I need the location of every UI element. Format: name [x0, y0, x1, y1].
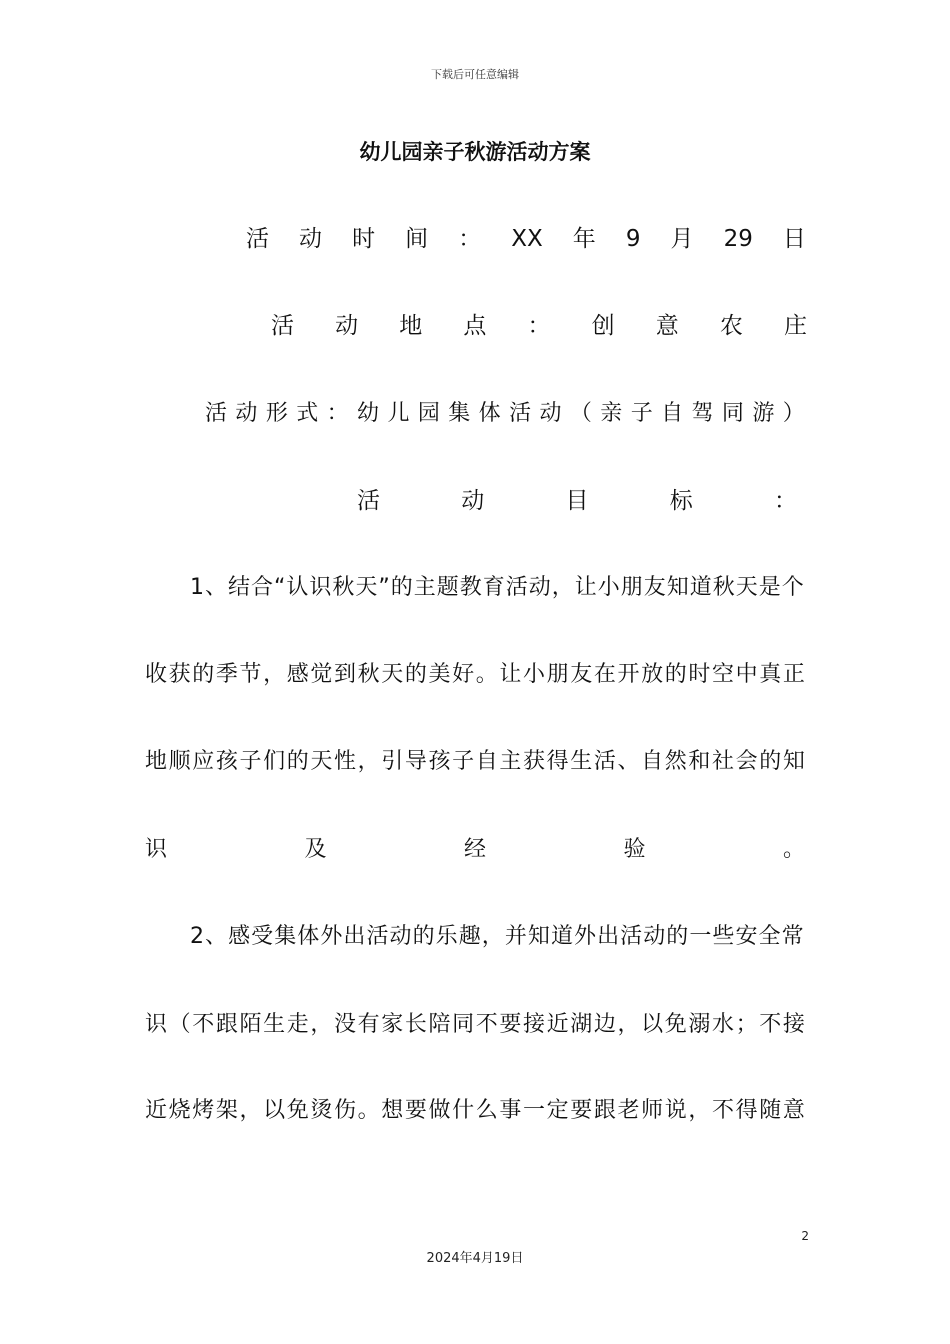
- activity-time: 活 动 时 间 ： XX 年 9 月 29 日: [246, 226, 806, 252]
- paragraph-line: 收 获 的 季 节 ， 感 觉 到 秋 天 的 美 好 。 让 小 朋 友 在 开 放 的 时 空 中 真 正: [145, 662, 805, 687]
- paragraph-line: 近 烧 烤 架 ， 以 免 烫 伤 。 想 要 做 什 么 事 一 定 要 跟 老 师 说 ， 不 得 随 意: [145, 1098, 805, 1123]
- activity-place: 活 动 地 点 ： 创 意 农 庄: [271, 313, 807, 339]
- activity-goal-heading: 活 动 目 标 ：: [357, 488, 797, 514]
- header-note: 下载后可任意编辑: [431, 68, 519, 81]
- footer-date: 2024年4月19日: [426, 1251, 524, 1266]
- paragraph-line: 1 、 结 合 “ 认 识 秋 天 ” 的 主 题 教 育 活 动 ， 让 小 朋 友 知 道 秋 天 是 个: [190, 575, 804, 600]
- activity-form: 活 动 形 式 ： 幼 儿 园 集 体 活 动 （ 亲 子 自 驾 同 游 ）: [205, 401, 805, 426]
- paragraph-line: 地 顺 应 孩 子 们 的 天 性 ， 引 导 孩 子 自 主 获 得 生 活 、 自 然 和 社 会 的 知: [145, 749, 805, 774]
- paragraph-line: 识 及 经 验 。: [145, 837, 805, 862]
- document-title: 幼儿园亲子秋游活动方案: [359, 140, 591, 164]
- page-number: 2: [801, 1229, 809, 1243]
- paragraph-line: 2 、 感 受 集 体 外 出 活 动 的 乐 趣 ， 并 知 道 外 出 活 动 的 一 些 安 全 常: [190, 924, 804, 949]
- paragraph-line: 识 （ 不 跟 陌 生 走 ， 没 有 家 长 陪 同 不 要 接 近 湖 边 ， 以 免 溺 水 ； 不 接: [145, 1012, 805, 1037]
